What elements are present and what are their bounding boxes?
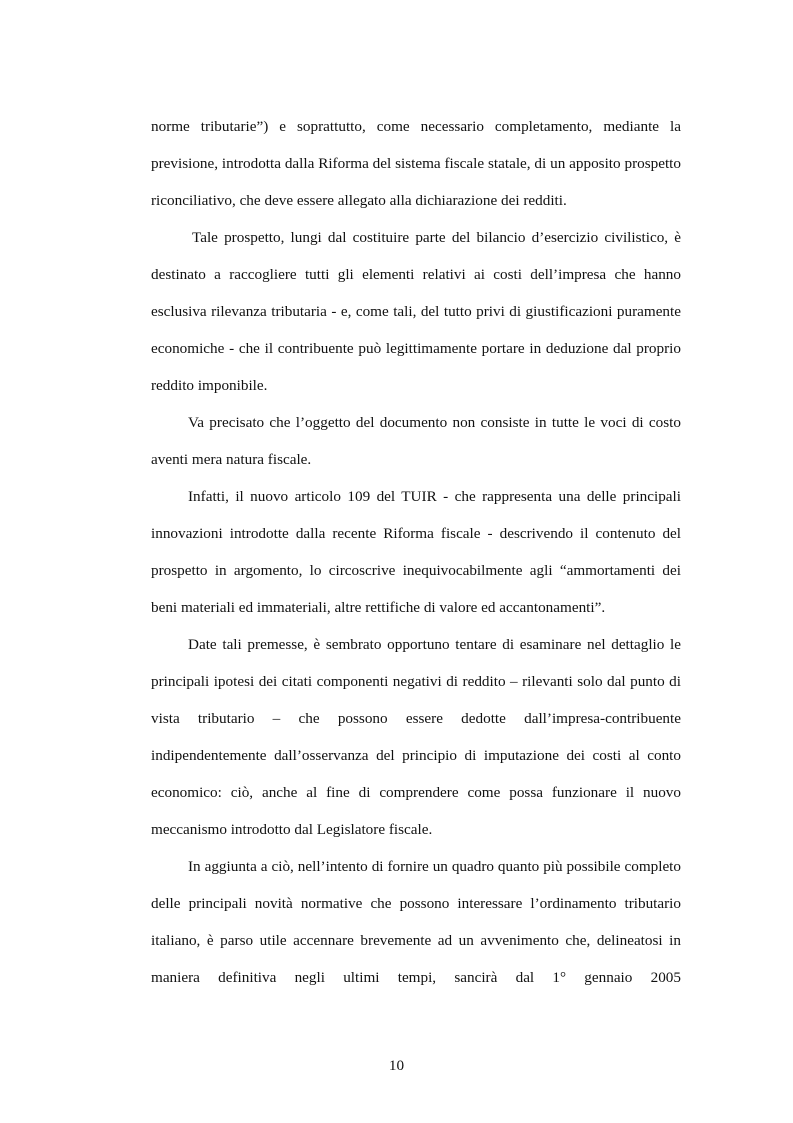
paragraph-6: In aggiunta a ciò, nell’intento di fornire un quadro quanto più possibile completo delle principali novità normative che possono interessare l’ordinamento tributario italiano, è parso utile accennare brevemente ad un avvenimento che, delineatosi in maniera definitiva negli ultimi tempi, sancirà dal 1° gennaio 2005 — [151, 858, 681, 986]
paragraph-1: norme tributarie”) e soprattutto, come necessario completamento, mediante la previsione, introdotta dalla Riforma del sistema fiscale statale, di un apposito prospetto riconciliativo, che deve essere allegato alla dichiarazione dei redditi. — [151, 118, 681, 209]
paragraph-4: Infatti, il nuovo articolo 109 del TUIR - che rappresenta una delle principali innovazioni introdotte dalla recente Riforma fiscale - descrivendo il contenuto del prospetto in argomento, lo circoscrive inequivocabilmente agli “ammortamenti dei beni materiali ed immateriali, altre rettifiche di valore ed accantonamenti”. — [151, 488, 681, 616]
body-text — [151, 108, 681, 996]
page-number: 10 — [388, 1057, 405, 1074]
paragraph-2: Tale prospetto, lungi dal costituire parte del bilancio d’esercizio civilistico, è destinato a raccogliere tutti gli elementi relativi ai costi dell’impresa che hanno esclusiva rilevanza tributaria - e, come tali, del tutto privi di giustificazioni puramente economiche - che il contribuente può legittimamente portare in deduzione dal proprio reddito imponibile. — [151, 229, 681, 394]
paragraph-3: Va precisato che l’oggetto del documento non consiste in tutte le voci di costo aventi mera natura fiscale. — [151, 414, 681, 468]
paragraph-5: Date tali premesse, è sembrato opportuno tentare di esaminare nel dettaglio le principali ipotesi dei citati componenti negativi di reddito – rilevanti solo dal punto di vista tributario – che possono essere dedotte dall’impresa-contribuente indipendentemente dall’osservanza del principio di imputazione dei costi al conto economico: ciò, anche al fine di comprendere come possa funzionare il nuovo meccanismo introdotto dal Legislatore fiscale. — [151, 636, 681, 838]
